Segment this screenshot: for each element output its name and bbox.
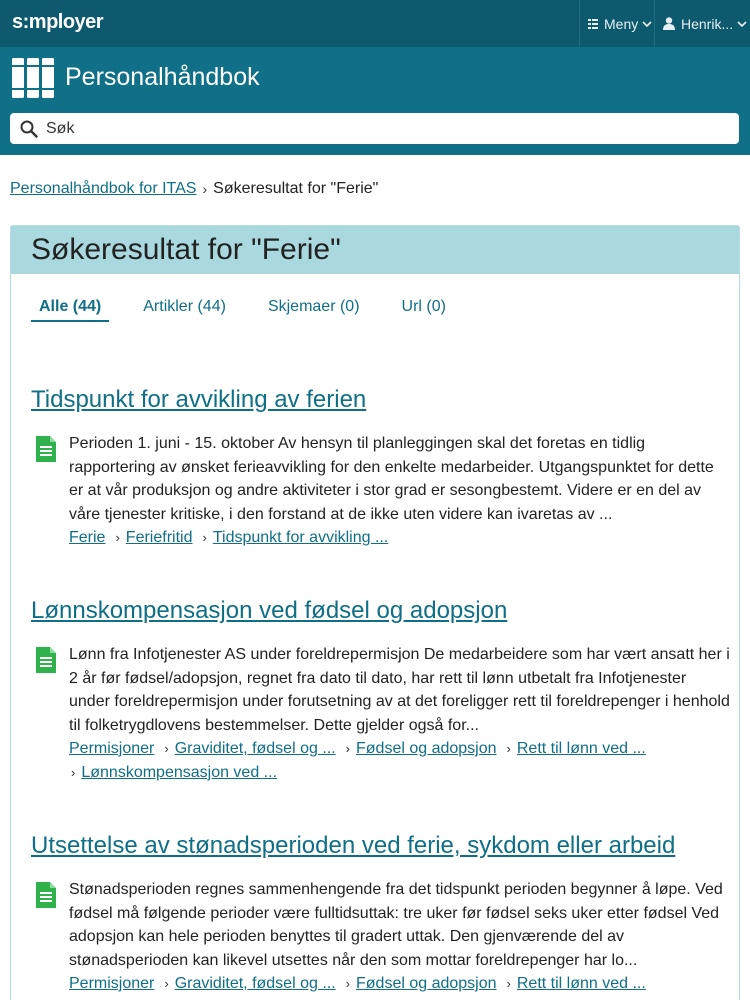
path-link[interactable]: Feriefritid (125, 529, 193, 546)
path-link[interactable]: Fødsel og adopsjon (356, 975, 497, 992)
tab-all[interactable]: Alle (44) (31, 296, 109, 322)
search-result (31, 832, 731, 996)
tab-url[interactable]: Url (0) (401, 298, 446, 315)
site-header (0, 47, 750, 155)
top-bar (0, 0, 750, 47)
chevron-right-icon: › (164, 976, 169, 991)
panel-header (11, 226, 739, 274)
document-icon (35, 646, 57, 674)
user-label: Henrik... (681, 15, 734, 32)
tab-forms[interactable]: Skjemaer (0) (267, 298, 360, 315)
result-title-link[interactable]: Lønnskompensasjon ved fødsel og adopsjon (31, 597, 508, 624)
breadcrumb (10, 180, 378, 198)
path-link[interactable]: Permisjoner (69, 975, 155, 992)
search-box[interactable] (10, 113, 739, 144)
menu-label: Meny (604, 15, 639, 32)
document-icon (35, 881, 57, 909)
result-body (31, 432, 731, 550)
result-path (69, 526, 731, 550)
chevron-right-icon: › (345, 741, 350, 756)
path-link[interactable]: Tidspunkt for avvikling ... (212, 529, 389, 546)
menu-button[interactable] (579, 0, 654, 47)
document-icon (35, 435, 57, 463)
search-icon (20, 120, 38, 138)
path-link[interactable]: Permisjoner (69, 740, 155, 757)
tab-articles[interactable]: Artikler (44) (143, 298, 226, 315)
handbook-icon[interactable] (11, 57, 55, 99)
result-snippet: Perioden 1. juni - 15. oktober Av hensyn til planleggingen skal det foretas en tidlig rapportering av ønsket ferieavvikling for den enkelte medarbeider. Utgangspunktet for dette er at vår produksjon og andre aktiviteter i stor grad er sesongbestemt. Videre er en del av våre tjenester kritiske, i den forstand at de ikke uten videre kan ivaretas av ... (69, 435, 714, 523)
result-path (69, 972, 731, 996)
chevron-right-icon: › (506, 976, 511, 991)
chevron-right-icon: › (506, 741, 511, 756)
search-result (31, 597, 731, 784)
path-link[interactable]: Lønnskompensasjon ved ... (81, 763, 278, 781)
page-title: Søkeresultat for "Ferie" (31, 233, 341, 266)
user-icon (663, 17, 675, 30)
result-snippet: Stønadsperioden regnes sammenhengende fra det tidspunkt perioden begynner å løpe. Ved fødsel må følgende perioder være fulltidsuttak: tre uker før fødsel seks uker etter fødsel Ved adopsjon kan hele perioden benyttes til gradert uttak. Den gjenværende del av stønadsperioden kan likevel utsettes når den som mottar foreldrepenger har lo... (69, 881, 723, 969)
search-input[interactable] (46, 120, 696, 138)
simployer-logo[interactable]: s:mployer (12, 11, 104, 33)
breadcrumb-current: Søkeresultat for "Ferie" (213, 180, 379, 197)
path-link[interactable]: Ferie (69, 529, 106, 546)
chevron-down-icon (642, 20, 652, 28)
result-title-link[interactable]: Tidspunkt for avvikling av ferien (31, 386, 367, 413)
result-tabs (31, 296, 480, 322)
chevron-right-icon: › (345, 976, 350, 991)
path-link[interactable]: Rett til lønn ved ... (516, 975, 646, 992)
chevron-right-icon: › (115, 530, 120, 545)
chevron-down-icon (737, 20, 747, 28)
path-link[interactable]: Graviditet, fødsel og ... (174, 740, 336, 757)
result-title-link[interactable]: Utsettelse av stønadsperioden ved ferie, sykdom eller arbeid (31, 832, 676, 859)
search-results-panel (10, 225, 740, 1000)
chevron-right-icon: › (164, 741, 169, 756)
breadcrumb-home-link[interactable]: Personalhåndbok for ITAS (10, 180, 197, 197)
chevron-right-icon: › (202, 181, 208, 197)
result-body (31, 643, 731, 784)
result-snippet: Lønn fra Infotjenester AS under foreldrepermisjon De medarbeidere som har vært ansatt her i 2 år før fødsel/adopsjon, regnet fra dato til dato, har rett til lønn utbetalt fra Infotjenester under foreldrepermisjon under forutsetning av at det foreligger rett til foreldrepenger i henhold til folketrygdlovens bestemmelser. Dette gjelder også for... (69, 646, 730, 734)
user-menu-button[interactable] (654, 0, 750, 47)
result-body (31, 878, 731, 996)
result-path (69, 737, 731, 784)
path-link[interactable]: Rett til lønn ved ... (516, 740, 646, 757)
chevron-right-icon: › (71, 764, 76, 780)
path-link[interactable]: Fødsel og adopsjon (356, 740, 497, 757)
hamburger-icon (588, 18, 598, 30)
search-result (31, 386, 731, 550)
chevron-right-icon: › (202, 530, 207, 545)
path-link[interactable]: Graviditet, fødsel og ... (174, 975, 336, 992)
site-title[interactable]: Personalhåndbok (65, 63, 260, 91)
